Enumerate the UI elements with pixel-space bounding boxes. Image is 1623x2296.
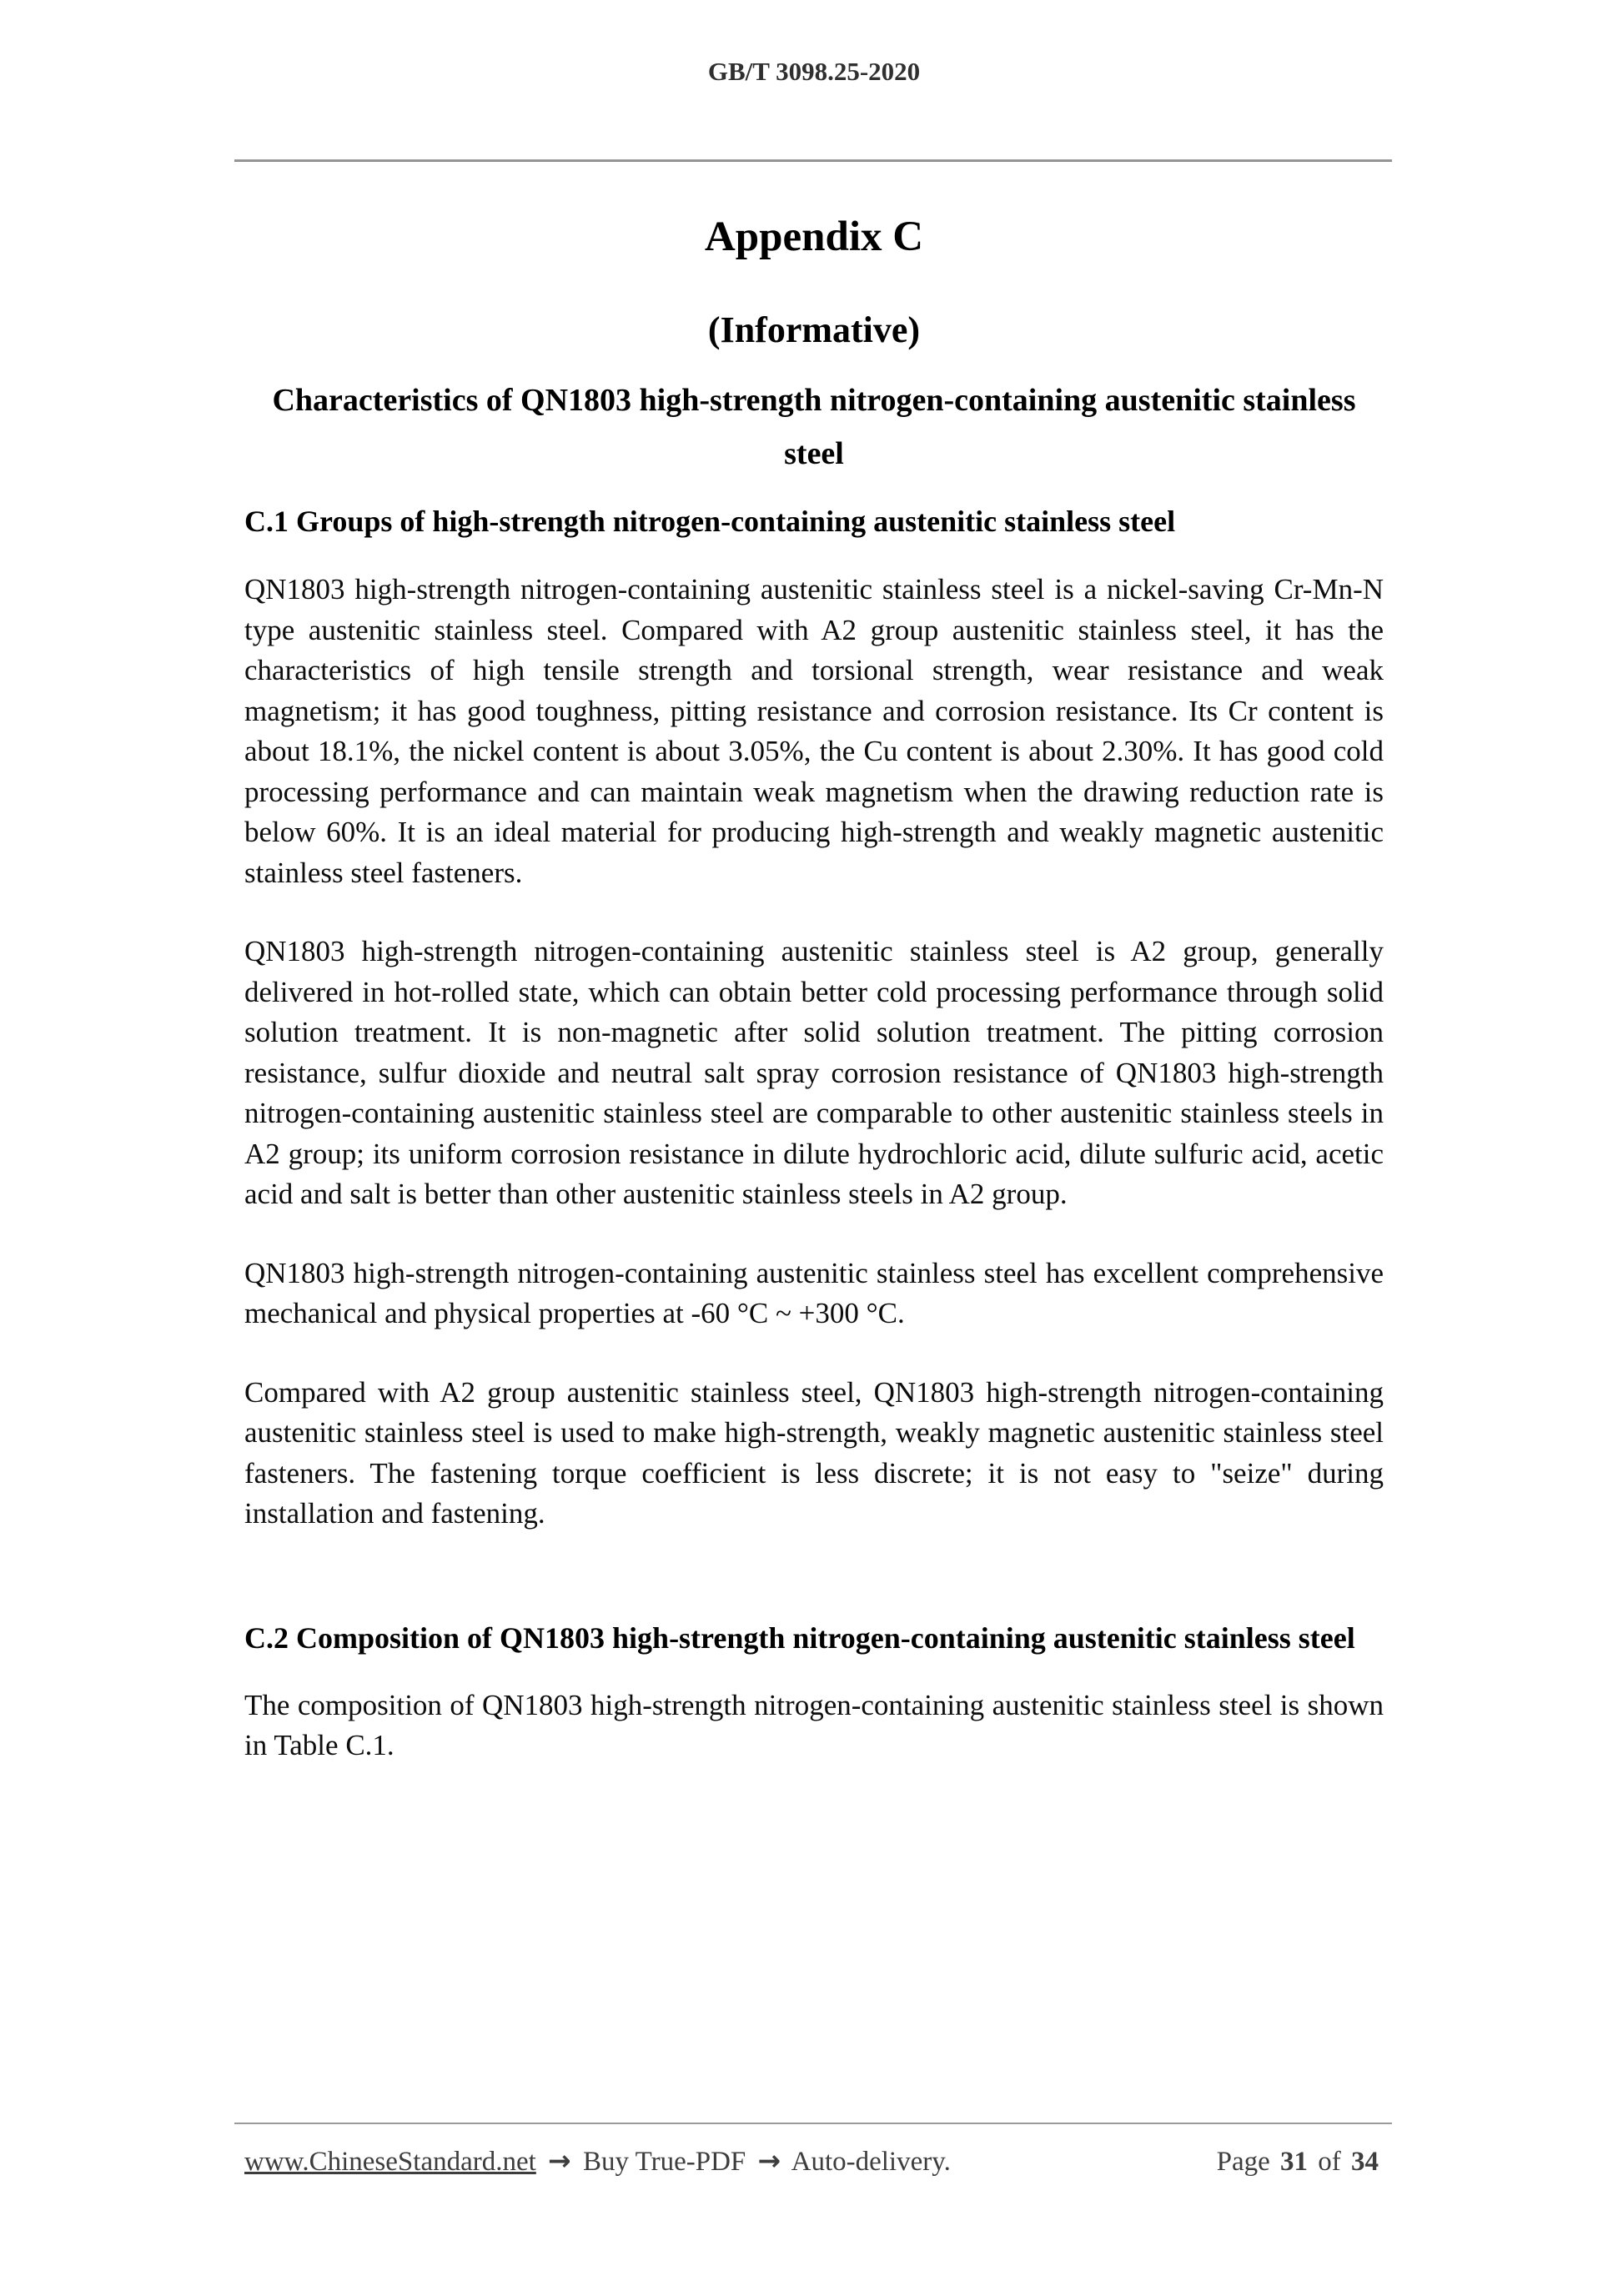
page-label: Page: [1216, 2147, 1270, 2177]
of-label: of: [1318, 2147, 1341, 2177]
page-footer: [234, 2123, 1392, 2179]
paragraph-c1-3: QN1803 high-strength nitrogen-containing austenitic stainless steel has excellent comprehensive mechanical and physical properties at -60 °C ~ +300 °C.: [244, 1256, 1384, 1329]
footer-divider: [234, 2123, 1392, 2124]
paragraph-c1-1: QN1803 high-strength nitrogen-containing austenitic stainless steel is a nickel-saving Cr-Mn-N type austenitic stainless steel. Compared with A2 group austenitic stainless steel, it has the characteristics of high tensile strength and torsional strength, wear resistance and weak magnetism; it has good toughness, pitting resistance and corrosion resistance. Its Cr content is about 18.1%, the nickel content is about 3.05%, the Cu content is about 2.30%. It has good cold processing performance and can maintain weak magnetism when the drawing reduction rate is below 60%. It is an ideal material for producing high-strength and weakly magnetic austenitic stainless steel fasteners.: [244, 573, 1384, 889]
paragraph-c1-2: QN1803 high-strength nitrogen-containing austenitic stainless steel is A2 group, generally delivered in hot-rolled state, which can obtain better cold processing performance through solid solution treatment. It is non-magnetic after solid solution treatment. The pitting corrosion resistance, sulfur dioxide and neutral salt spray corrosion resistance of QN1803 high-strength nitrogen-containing austenitic stainless steel are comparable to other austenitic stainless steels in A2 group; its uniform corrosion resistance in dilute hydrochloric acid, dilute sulfuric acid, acetic acid and salt is better than other austenitic stainless steels in A2 group.: [244, 935, 1384, 1210]
paragraph-c2-1: The composition of QN1803 high-strength nitrogen-containing austenitic stainless steel is shown in Table C.1.: [244, 1688, 1384, 1761]
section-c1-heading: C.1 Groups of high-strength nitrogen-containing austenitic stainless steel: [244, 505, 1176, 538]
section-c2: [244, 1613, 1384, 1766]
section-c1: [244, 500, 1384, 1535]
auto-delivery-label: Auto-delivery.: [791, 2147, 951, 2177]
page-content: [244, 0, 1384, 1766]
right-arrow-icon: →: [757, 2144, 781, 2177]
footer-left: [244, 2143, 951, 2179]
website-link[interactable]: www.ChineseStandard.net: [244, 2147, 536, 2177]
page-total: 34: [1351, 2147, 1379, 2177]
page-current: 31: [1280, 2147, 1308, 2177]
page-indicator: [1217, 2144, 1382, 2179]
right-arrow-icon: →: [548, 2144, 571, 2177]
standard-code-header: GB/T 3098.25-2020: [707, 57, 921, 86]
paragraph-c1-4: Compared with A2 group austenitic stainless steel, QN1803 high-strength nitrogen-containing austenitic stainless steel is used to make high-strength, weakly magnetic austenitic stainless steel fasteners. The fastening torque coefficient is less discrete; it is not easy to "seize" during installation and fastening.: [244, 1375, 1384, 1530]
footer-row: [234, 2143, 1392, 2179]
appendix-subtitle: (Informative): [707, 309, 921, 350]
appendix-main-heading: Characteristics of QN1803 high-strength nitrogen-containing austenitic stainless steel: [272, 383, 1356, 471]
appendix-title: Appendix C: [704, 214, 924, 260]
header-divider: [234, 159, 1392, 162]
section-c2-heading: C.2 Composition of QN1803 high-strength nitrogen-containing austenitic stainless steel: [244, 1620, 1355, 1655]
buy-pdf-label: Buy True-PDF: [582, 2147, 746, 2177]
